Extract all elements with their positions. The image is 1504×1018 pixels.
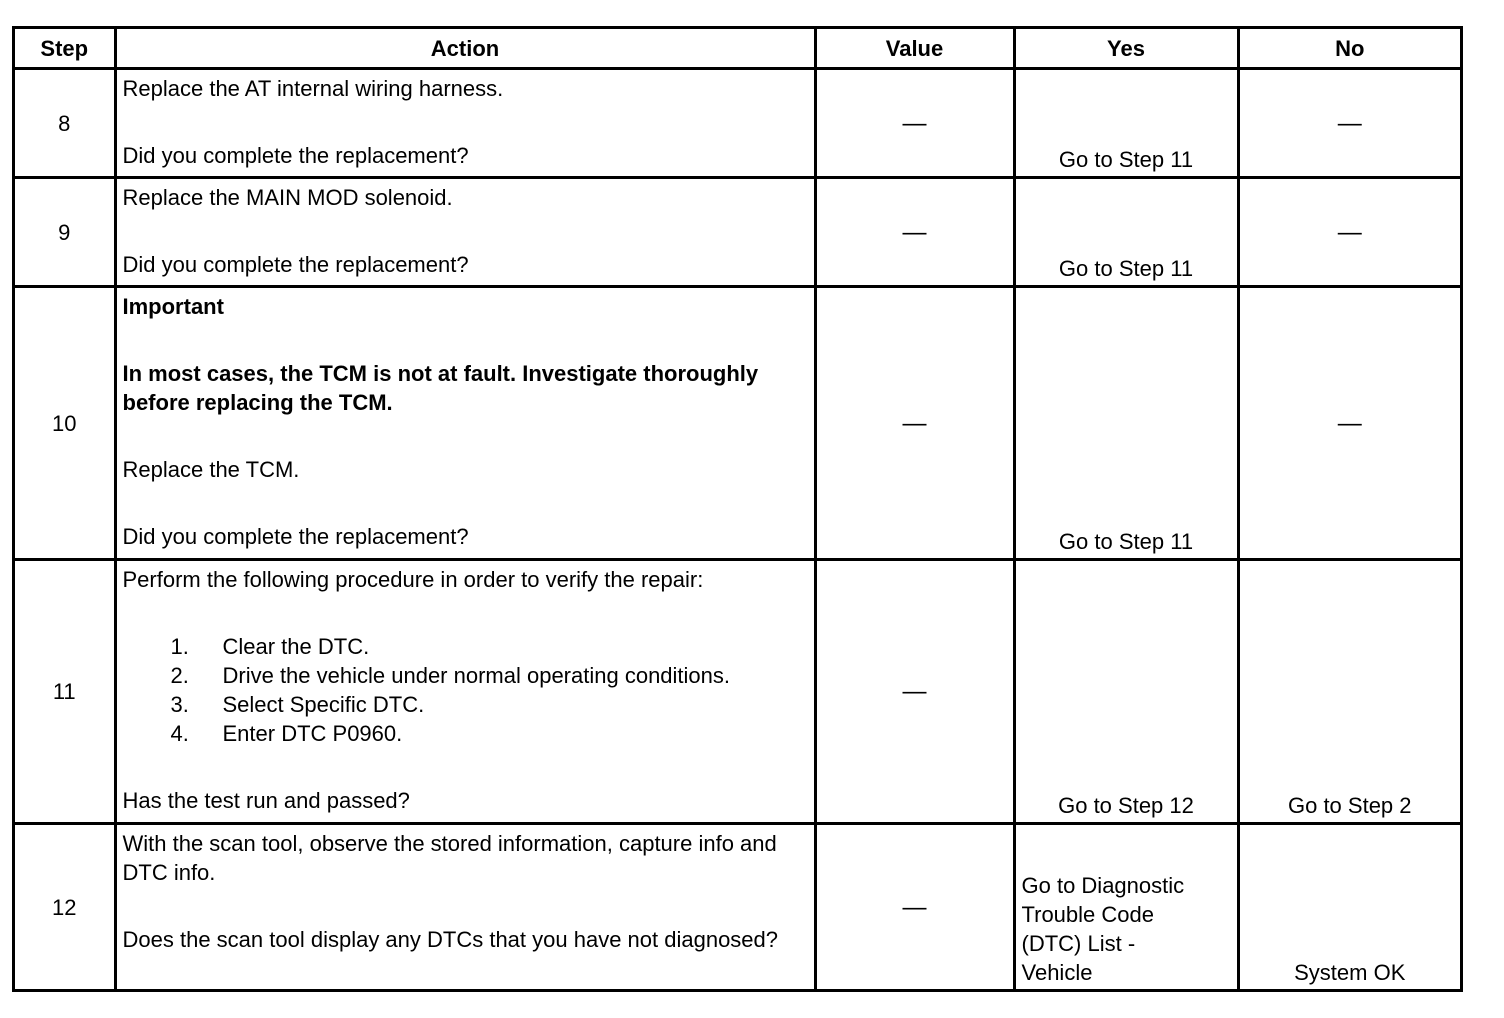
- action-cell: [115, 69, 815, 178]
- action-text: Replace the TCM.: [122, 457, 300, 483]
- table-row: [15, 69, 1460, 178]
- yes-cell: [1014, 69, 1238, 178]
- header-yes: Yes: [1014, 29, 1238, 69]
- yes-cell: [1014, 559, 1238, 823]
- step-number: 8: [15, 69, 115, 178]
- yes-cell: [1014, 287, 1238, 559]
- yes-link: Go to Step 11: [1058, 256, 1194, 282]
- important-text: In most cases, the TCM is not at fault. Investigate thoroughly before replacing the TCM.: [122, 361, 759, 416]
- yes-cell: [1014, 824, 1238, 989]
- action-text: With the scan tool, observe the stored information, capture info and DTC info.: [122, 831, 777, 886]
- action-cell: [115, 287, 815, 559]
- table-row: [15, 178, 1460, 287]
- step-number: 9: [15, 178, 115, 287]
- action-text: Replace the MAIN MOD solenoid.: [122, 185, 453, 211]
- header-no: No: [1238, 29, 1460, 69]
- procedure-step: 3. Select Specific DTC.: [170, 691, 425, 717]
- value-cell: —: [815, 559, 1014, 823]
- no-cell: [1238, 559, 1460, 823]
- diagnostic-table-frame: [12, 26, 1463, 992]
- yes-link: Go to Step 11: [1058, 528, 1194, 554]
- action-cell: [115, 559, 815, 823]
- yes-link: Go to Step 12: [1058, 793, 1194, 819]
- important-label: Important: [122, 294, 224, 320]
- action-question: Does the scan tool display any DTCs that you have not diagnosed?: [122, 927, 779, 953]
- action-text: Perform the following procedure in order to verify the repair:: [122, 566, 704, 592]
- no-cell: —: [1238, 287, 1460, 559]
- no-link: Go to Step 2: [1287, 793, 1412, 819]
- action-text: Replace the AT internal wiring harness.: [122, 76, 504, 102]
- no-cell: —: [1238, 178, 1460, 287]
- header-step: Step: [15, 29, 115, 69]
- yes-cell: [1014, 178, 1238, 287]
- action-question: Did you complete the replacement?: [122, 252, 469, 278]
- value-cell: —: [815, 178, 1014, 287]
- procedure-list: [123, 632, 808, 748]
- diagnostic-table: [15, 29, 1460, 989]
- procedure-step: 2. Drive the vehicle under normal operating conditions.: [170, 662, 731, 688]
- header-action: Action: [115, 29, 815, 69]
- action-question: Has the test run and passed?: [122, 787, 410, 813]
- procedure-step: 1. Clear the DTC.: [170, 633, 370, 659]
- header-row: [15, 29, 1460, 69]
- action-question: Did you complete the replacement?: [122, 524, 469, 550]
- no-cell: [1238, 824, 1460, 989]
- value-cell: —: [815, 287, 1014, 559]
- yes-link: Go to Diagnostic Trouble Code (DTC) List - Vehicle: [1021, 873, 1185, 985]
- no-cell: —: [1238, 69, 1460, 178]
- table-row: [15, 559, 1460, 823]
- no-result: System OK: [1294, 960, 1406, 985]
- table-row: [15, 287, 1460, 559]
- table-row: [15, 824, 1460, 989]
- step-number: 12: [15, 824, 115, 989]
- yes-link: Go to Step 11: [1058, 147, 1194, 173]
- action-cell: [115, 178, 815, 287]
- action-question: Did you complete the replacement?: [122, 143, 469, 169]
- step-number: 10: [15, 287, 115, 559]
- step-number: 11: [15, 559, 115, 823]
- header-value: Value: [815, 29, 1014, 69]
- action-cell: [115, 824, 815, 989]
- value-cell: —: [815, 824, 1014, 989]
- procedure-step: 4. Enter DTC P0960.: [170, 720, 403, 746]
- value-cell: —: [815, 69, 1014, 178]
